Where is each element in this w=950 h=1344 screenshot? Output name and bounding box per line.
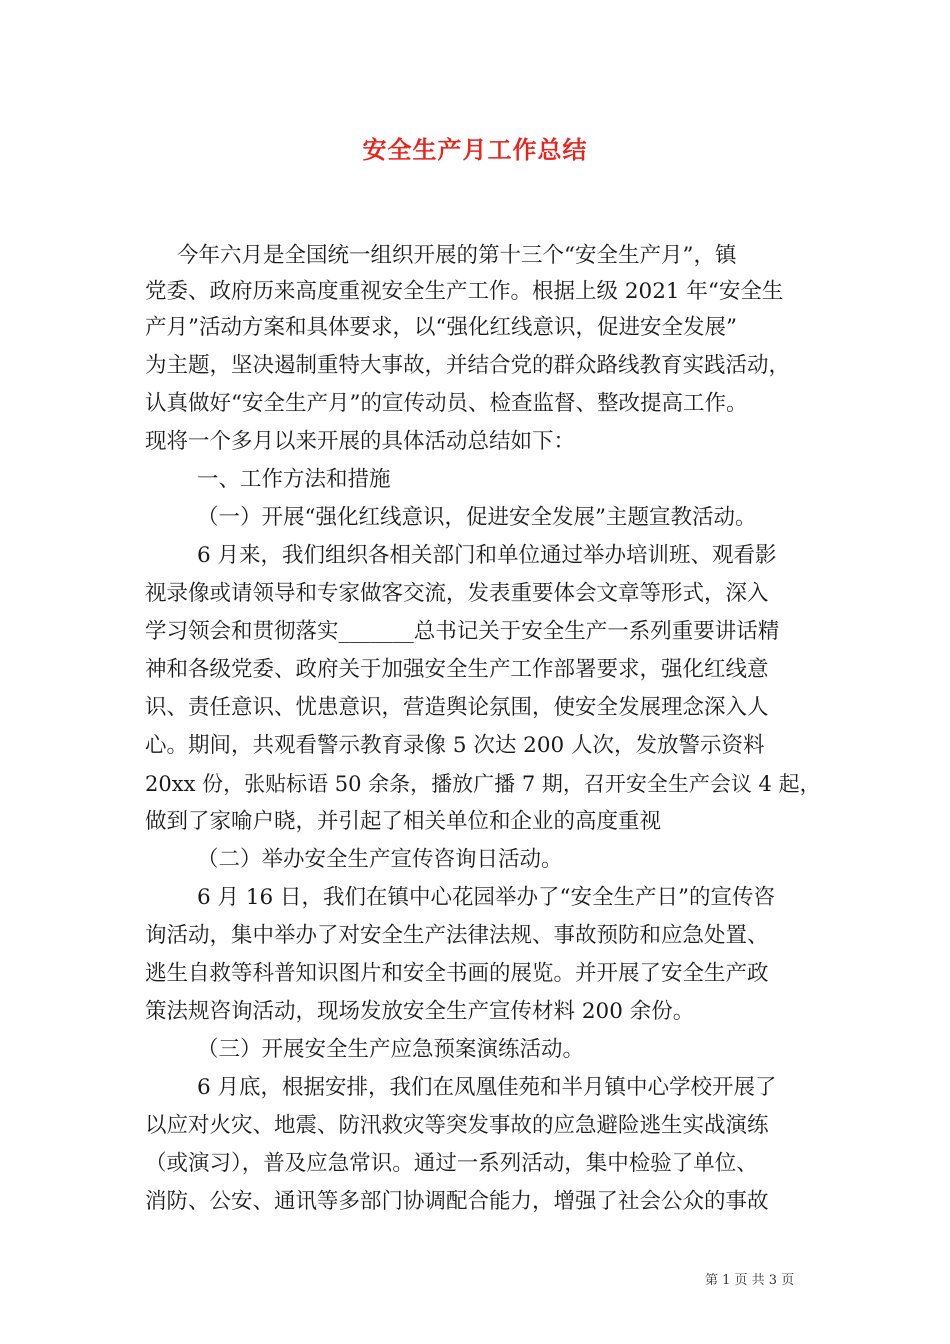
paragraph-line: 6 月来，我们组织各相关部门和单位通过举办培训班、观看影 [197,543,777,568]
paragraph-line: 今年六月是全国统一组织开展的第十三个“安全生产月”，镇 [177,243,737,268]
document-title: 安全生产月工作总结 [362,136,588,164]
paragraph-line: 6 月底，根据安排，我们在凤凰佳苑和半月镇中心学校开展了 [197,1075,777,1100]
paragraph-line: 神和各级党委、政府关于加强安全生产工作部署要求，强化红线意 [145,657,769,682]
paragraph-line: 20xx 份，张贴标语 50 余条，播放广播 7 期，召开安全生产会议 4 起， [145,772,821,796]
paragraph-line: 消防、公安、通讯等多部门协调配合能力，增强了社会公众的事故 [145,1189,769,1214]
paragraph-line: 做到了家喻户晓，并引起了相关单位和企业的高度重视 [145,809,662,834]
subsection-heading: （一）开展“强化红线意识，促进安全发展”主题宣教活动。 [197,505,757,530]
paragraph-line: 学习领会和贯彻落实_______总书记关于安全生产一系列重要讲话精 [145,619,780,644]
paragraph-line: 询活动，集中举办了对安全生产法律法规、事故预防和应急处置、 [145,923,769,948]
paragraph-line: 识、责任意识、忧患意识，营造舆论氛围，使安全发展理念深入人 [145,695,769,720]
paragraph-line: 为主题，坚决遏制重特大事故，并结合党的群众路线教育实践活动， [145,353,791,378]
paragraph-line: （或演习），普及应急常识。通过一系列活动，集中检验了单位、 [145,1151,758,1176]
paragraph-line: 现将一个多月以来开展的具体活动总结如下： [145,429,576,454]
paragraph-line: 以应对火灾、地震、防汛救灾等突发事故的应急避险逃生实战演练 [145,1113,769,1138]
paragraph-line: 心。期间，共观看警示教育录像 5 次达 200 人次，发放警示资料 [145,733,765,758]
subsection-heading: （二）举办安全生产宣传咨询日活动。 [197,847,563,872]
paragraph-line: 视录像或请领导和专家做客交流，发表重要体会文章等形式，深入 [145,581,769,606]
paragraph-line: 策法规咨询活动，现场发放安全生产宣传材料 200 余份。 [145,999,695,1024]
paragraph-line: 逃生自救等科普知识图片和安全书画的展览。并开展了安全生产政 [145,961,769,986]
paragraph-line: 产月”活动方案和具体要求，以“强化红线意识，促进安全发展” [145,315,737,340]
subsection-heading: （三）开展安全生产应急预案演练活动。 [197,1037,585,1062]
paragraph-line: 党委、政府历来高度重视安全生产工作。根据上级 2021 年“安全生 [145,279,784,304]
section-heading: 一、工作方法和措施 [197,467,391,492]
page-number: 第 1 页 共 3 页 [705,1273,795,1288]
paragraph-line: 认真做好“安全生产月”的宣传动员、检查监督、整改提高工作。 [145,391,748,416]
paragraph-line: 6 月 16 日，我们在镇中心花园举办了“安全生产日”的宣传咨 [197,885,776,910]
